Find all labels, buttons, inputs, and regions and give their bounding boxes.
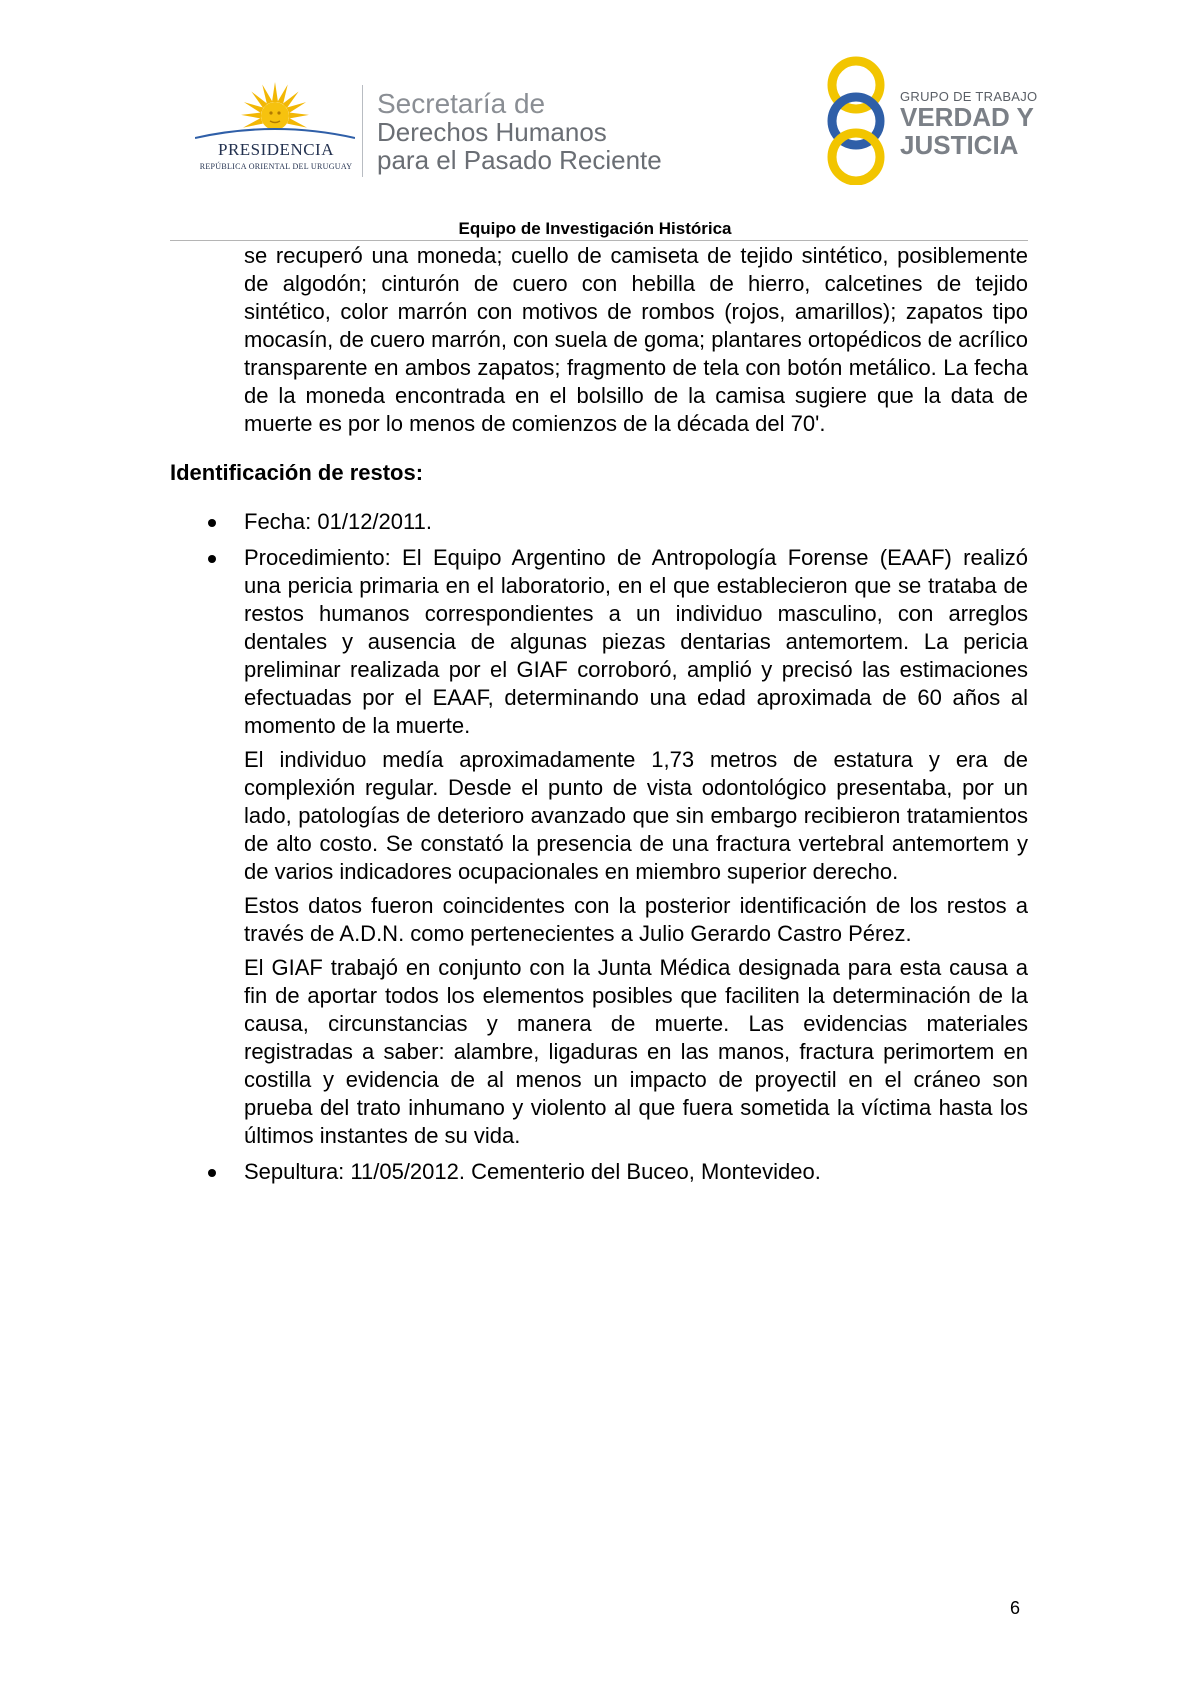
presidencia-name: PRESIDENCIA: [217, 140, 334, 159]
bullet-list: [170, 508, 1028, 1186]
page-header: [0, 0, 1190, 240]
bullet-icon: [208, 1169, 216, 1177]
secretaria-line-2: Derechos Humanos: [377, 117, 607, 147]
linked-rings-icon: [820, 55, 900, 185]
intro-paragraph: se recuperó una moneda; cuello de camiseta de tejido sintético, posiblemente de algodón; cinturón de cuero con hebilla de hierro, calcetines de tejido sintético, color marrón con motivos de rombos (rojos, amarillos); zapatos tipo mocasín, de cuero marrón, con suela de goma; plantares ortopédicos de acrílico transparente en ambos zapatos; fragmento de tela con botón metálico. La fecha de la moneda encontrada en el bolsillo de la camisa sugiere que la data de muerte es por lo menos de comienzos de la década del 70'.: [244, 243, 1028, 436]
vyj-title-line-2: JUSTICIA: [900, 130, 1019, 160]
document-body: [170, 242, 1028, 1194]
vyj-title: [900, 103, 1034, 159]
list-item-fecha: [170, 508, 1028, 536]
bullet-text: Fecha: 01/12/2011.: [244, 509, 432, 534]
list-item-sepultura: [170, 1158, 1028, 1186]
list-item-procedimiento: [170, 544, 1028, 1150]
vyj-title-line-1: VERDAD Y: [900, 102, 1034, 132]
procedimiento-sub-paragraph-3: El GIAF trabajó en conjunto con la Junta Médica designada para esta causa a fin de aportar todos los elementos posibles que faciliten la determinación de la causa, circunstancias y manera de muerte. Las evidencias materiales registradas a saber: alambre, ligaduras en las manos, fractura perimortem en costilla y evidencia de al menos un impacto de proyectil en el cráneo son prueba del trato inhumano y violento al que fuera sometida la víctima hasta los últimos instantes de su vida.: [244, 955, 1028, 1148]
presidencia-logo: [195, 80, 355, 180]
secretaria-logo-text: [377, 90, 662, 174]
logo-divider: [362, 85, 363, 177]
sun-icon: [195, 80, 355, 142]
secretaria-line-1: Secretaría de: [377, 88, 546, 119]
procedimiento-sub-paragraph-1: El individuo medía aproximadamente 1,73 metros de estatura y era de complexión regular. Desde el punto de vista odontológico presentaba, por un lado, patologías de deterioro avanzado que sin embargo recibieron tratamientos de alto costo. Se constató la presencia de una fractura vertebral antemortem y de varios indicadores ocupacionales en miembro superior derecho.: [244, 747, 1028, 884]
bullet-text: Procedimiento: El Equipo Argentino de Antropología Forense (EAAF) realizó una pericia primaria en el laboratorio, en el que establecieron que se trataba de restos humanos correspondientes a un individuo masculino, con arreglos dentales y ausencia de algunas piezas dentarias antemortem. La pericia preliminar realizada por el GIAF corroboró, amplió y precisó las estimaciones efectuadas por el EAAF, determinando una edad aproximada de 60 años al momento de la muerte.: [244, 545, 1028, 738]
secretaria-line-3: para el Pasado Reciente: [377, 145, 662, 175]
bullet-icon: [208, 555, 216, 563]
vyj-group-label: GRUPO DE TRABAJO: [900, 89, 1038, 104]
procedimiento-sub-paragraph-2: Estos datos fueron coincidentes con la posterior identificación de los restos a través de A.D.N. como pertenecientes a Julio Gerardo Castro Pérez.: [244, 893, 1028, 946]
presidencia-subtitle: REPÚBLICA ORIENTAL DEL URUGUAY: [199, 162, 353, 171]
section-heading: Identificación de restos:: [170, 460, 424, 485]
header-rule: [170, 240, 1028, 241]
bullet-icon: [208, 519, 216, 527]
verdad-justicia-logo: [820, 55, 1045, 185]
page-number: 6: [1010, 1598, 1021, 1618]
header-title: Equipo de Investigación Histórica: [458, 219, 732, 238]
bullet-text: Sepultura: 11/05/2012. Cementerio del Buceo, Montevideo.: [244, 1159, 821, 1184]
